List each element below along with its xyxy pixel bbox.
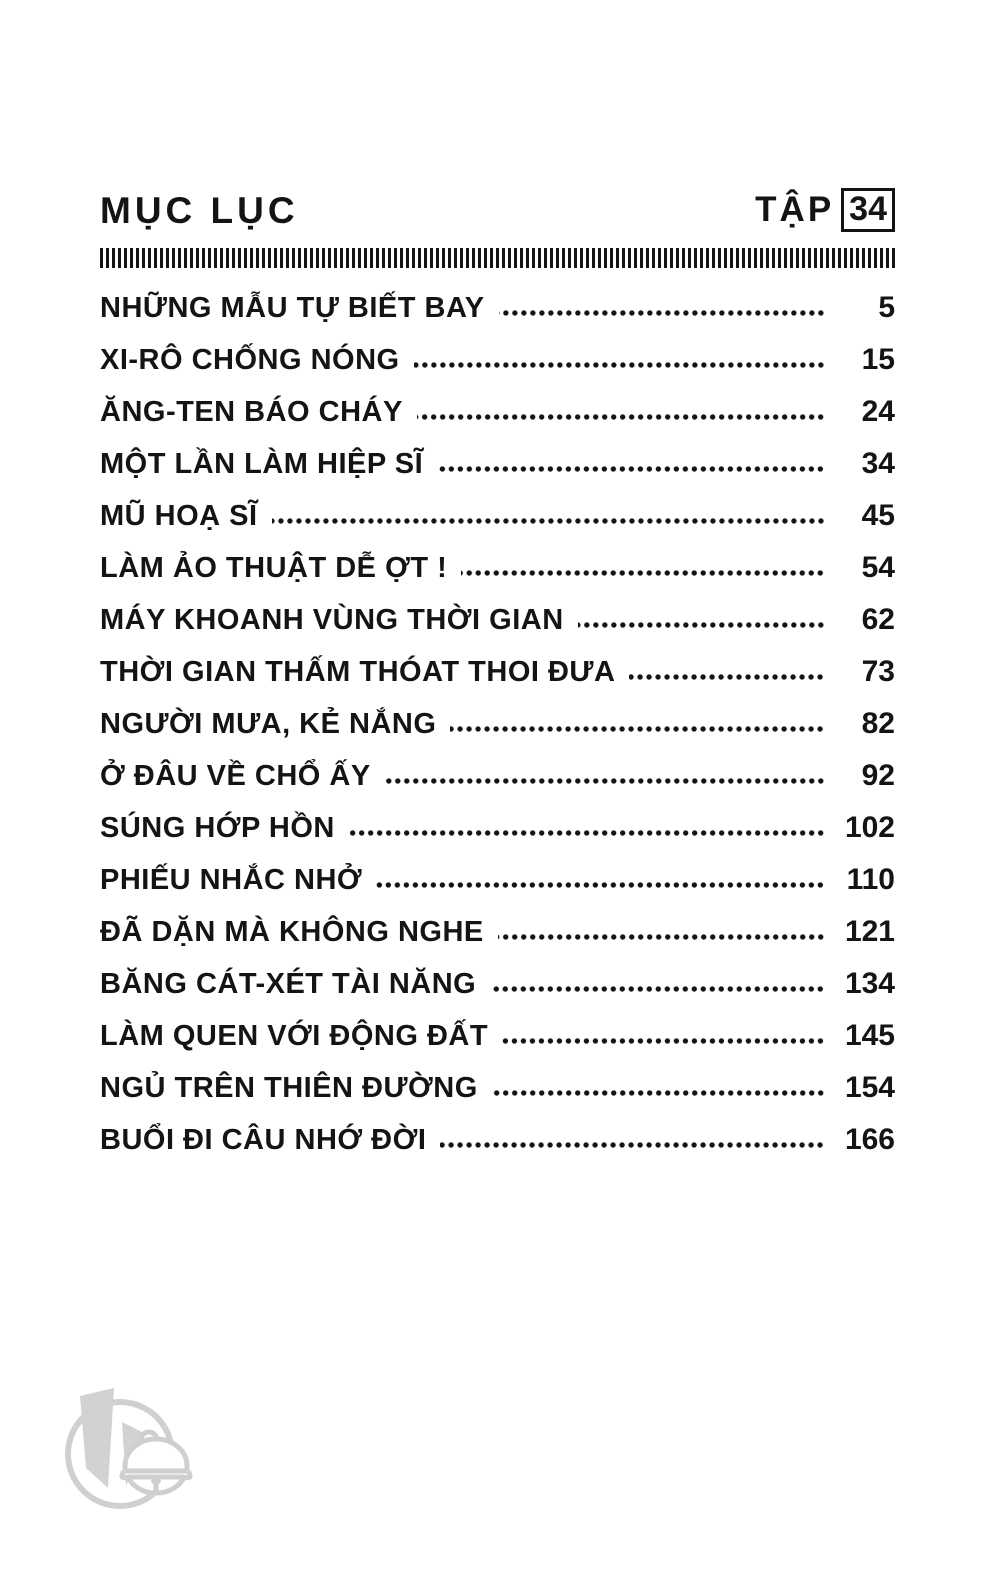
dot-leader: [629, 674, 825, 680]
page-number: 62: [861, 603, 895, 637]
dot-leader: [385, 778, 825, 784]
chapter-title: ĂNG-TEN BÁO CHÁY: [100, 395, 403, 428]
page-number: 145: [844, 1019, 895, 1053]
toc-entry: [100, 1114, 895, 1166]
toc-entry: [100, 438, 895, 490]
dot-leader: [498, 934, 825, 940]
chapter-title: THỜI GIAN THẤM THÓAT THOI ĐƯA: [100, 655, 616, 688]
logo-stroke-left: [80, 1388, 114, 1488]
toc-entry: [100, 802, 895, 854]
page-number: 15: [861, 343, 895, 377]
toc-entry: [100, 906, 895, 958]
barcode-divider: [100, 248, 895, 268]
page-number: 102: [844, 811, 895, 845]
toc-entry: [100, 542, 895, 594]
toc-entry: [100, 334, 895, 386]
page-number: 110: [846, 863, 895, 897]
page-number: 45: [861, 499, 895, 533]
toc-entry: [100, 490, 895, 542]
chapter-title: MỘT LẦN LÀM HIỆP SĨ: [100, 447, 424, 480]
chapter-title: XI-RÔ CHỐNG NÓNG: [100, 343, 400, 376]
page-title: MỤC LỤC: [100, 190, 299, 232]
volume-label: TẬP: [755, 190, 835, 230]
chapter-title: ĐÃ DẶN MÀ KHÔNG NGHE: [100, 915, 484, 948]
dot-leader: [461, 570, 825, 576]
dot-leader: [440, 1142, 825, 1148]
chapter-title: SÚNG HỚP HỒN: [100, 811, 335, 844]
page-number: 5: [878, 291, 895, 325]
toc-entry: [100, 854, 895, 906]
chapter-title: PHIẾU NHẮC NHỞ: [100, 863, 363, 896]
page-number: 82: [861, 707, 895, 741]
page-number: 34: [861, 447, 895, 481]
dot-leader: [492, 1090, 825, 1096]
dot-leader: [502, 1038, 825, 1044]
chapter-title: NGỦ TRÊN THIÊN ĐƯỜNG: [100, 1071, 478, 1104]
toc-entry: [100, 1062, 895, 1114]
chapter-title: LÀM ẢO THUẬT DỄ ỢT !: [100, 551, 448, 584]
page-number: 73: [861, 655, 895, 689]
chapter-title: LÀM QUEN VỚI ĐỘNG ĐẤT: [100, 1019, 489, 1052]
toc-entry: [100, 594, 895, 646]
chapter-title: MÁY KHOANH VÙNG THỜI GIAN: [100, 603, 564, 636]
dot-leader: [376, 882, 825, 888]
volume-indicator: [755, 188, 895, 232]
page-number: 166: [844, 1123, 895, 1157]
dot-leader: [578, 622, 825, 628]
publisher-bell-logo-icon: [50, 1370, 210, 1520]
toc-entry: [100, 646, 895, 698]
dot-leader: [349, 830, 825, 836]
chapter-title: BĂNG CÁT-XÉT TÀI NĂNG: [100, 967, 477, 1000]
page-number: 154: [844, 1071, 895, 1105]
chapter-title: BUỔI ĐI CÂU NHỚ ĐỜI: [100, 1123, 427, 1156]
header: [100, 188, 895, 232]
dot-leader: [437, 466, 825, 472]
page-number: 92: [861, 759, 895, 793]
dot-leader: [499, 310, 825, 316]
chapter-title: MŨ HOẠ SĨ: [100, 499, 258, 532]
toc-entry: [100, 1010, 895, 1062]
toc-entry: [100, 386, 895, 438]
chapter-title: NHỮNG MẪU TỰ BIẾT BAY: [100, 291, 485, 324]
dot-leader: [417, 414, 825, 420]
toc-list: [100, 282, 895, 1166]
toc-entry: [100, 750, 895, 802]
dot-leader: [414, 362, 825, 368]
toc-entry: [100, 698, 895, 750]
toc-entry: [100, 282, 895, 334]
page-number: 24: [861, 395, 895, 429]
toc-entry: [100, 958, 895, 1010]
page-number: 121: [844, 915, 895, 949]
chapter-title: Ở ĐÂU VỀ CHỔ ẤY: [100, 759, 371, 792]
dot-leader: [490, 986, 825, 992]
chapter-title: NGƯỜI MƯA, KẺ NẮNG: [100, 707, 437, 740]
page-number: 54: [861, 551, 895, 585]
page-number: 134: [844, 967, 895, 1001]
dot-leader: [272, 518, 825, 524]
volume-number-box: 34: [841, 188, 895, 232]
dot-leader: [450, 726, 825, 732]
